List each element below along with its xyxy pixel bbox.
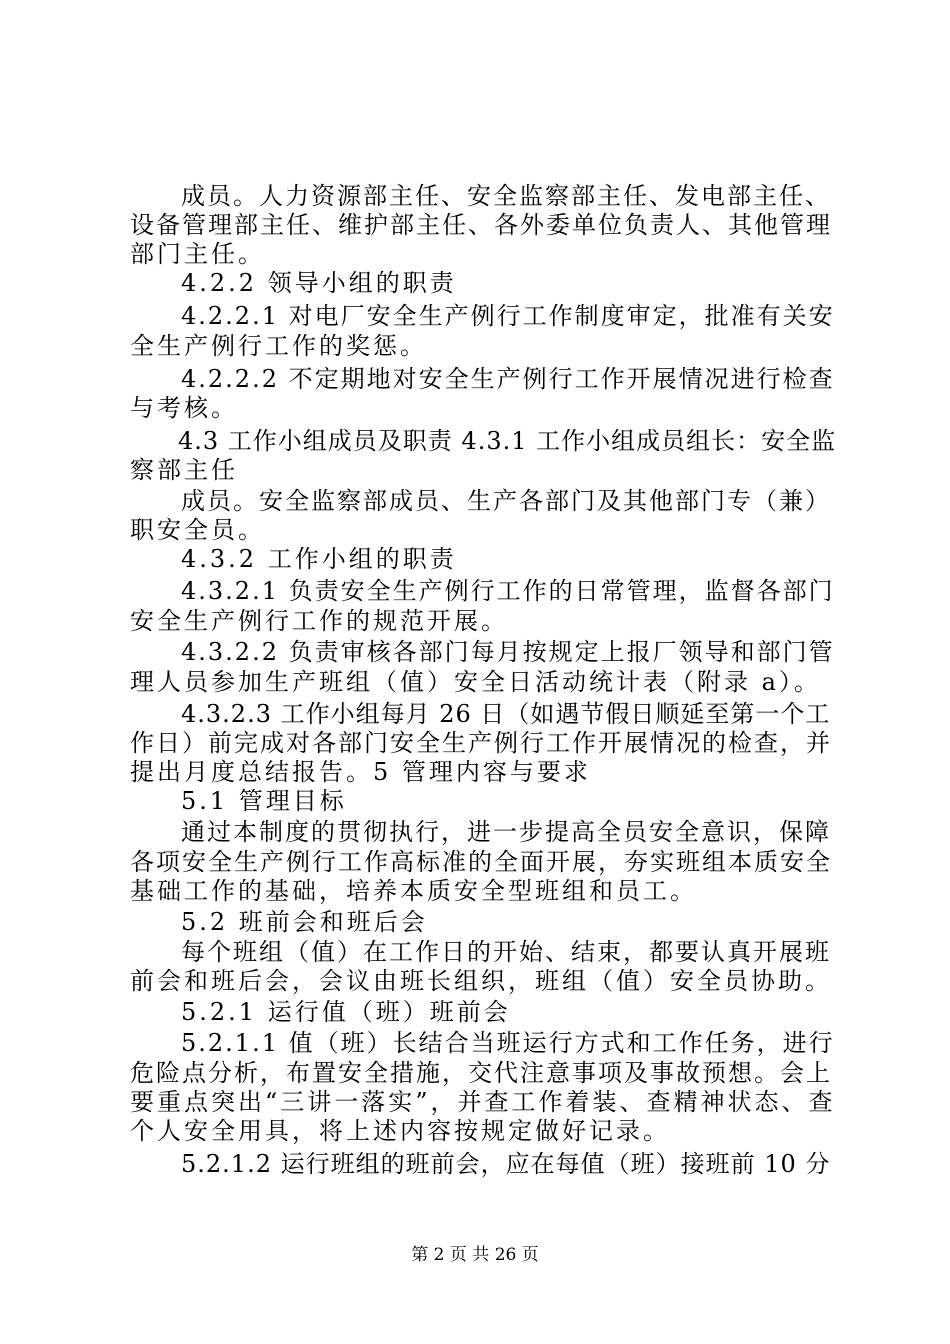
text-line: 4.3.2.2 负责审核各部门每月按规定上报厂领导和部门管 <box>181 638 835 666</box>
text-line: 4.2.2.1 对电厂安全生产例行工作制度审定，批准有关安 <box>181 302 835 330</box>
text-line: 理人员参加生产班组（值）安全日活动统计表（附录 a）。 <box>130 668 821 696</box>
section-heading: 5.2.1 运行值（班）班前会 <box>181 998 511 1026</box>
text-line: 4.3.2.3 工作小组每月 26 日（如遇节假日顺延至第一个工 <box>181 700 831 728</box>
text-line: 各项安全生产例行工作高标准的全面开展，夯实班组本质安全 <box>130 848 832 876</box>
text-line: 4.2.2.2 不定期地对安全生产例行工作开展情况进行检查 <box>181 365 835 393</box>
text-line: 要重点突出“三讲一落实”，并查工作着装、查精神状态、查 <box>130 1088 836 1116</box>
text-line: 成员。人力资源部主任、安全监察部主任、发电部主任、 <box>181 182 831 210</box>
text-line: 与考核。 <box>130 394 238 422</box>
text-line: 4.3.2.1 负责安全生产例行工作的日常管理，监督各部门 <box>181 577 835 605</box>
text-line: 作日）前完成对各部门安全生产例行工作开展情况的检查，并 <box>130 729 832 757</box>
page-number-footer: 第 2 页 共 26 页 <box>411 1245 539 1265</box>
text-line: 安全生产例行工作的规范开展。 <box>130 607 508 635</box>
text-line: 5.2.1.1 值（班）长结合当班运行方式和工作任务，进行 <box>181 1029 835 1057</box>
section-heading: 4.3.2 工作小组的职责 <box>181 545 457 573</box>
text-line: 察部主任 <box>130 456 238 484</box>
text-line: 职安全员。 <box>130 516 265 544</box>
text-line: 成员。安全监察部成员、生产各部门及其他部门专（兼） <box>181 487 831 515</box>
section-heading: 4.2.2 领导小组的职责 <box>181 269 457 297</box>
text-line: 每个班组（值）在工作日的开始、结束，都要认真开展班 <box>181 938 831 966</box>
text-line: 设备管理部主任、维护部主任、各外委单位负责人、其他管理 <box>130 211 832 239</box>
text-line: 基础工作的基础，培养本质安全型班组和员工。 <box>130 877 697 905</box>
section-heading: 5.1 管理目标 <box>181 787 347 815</box>
text-line: 危险点分析，布置安全措施，交代注意事项及事故预想。会上 <box>130 1059 832 1087</box>
section-heading: 5.2 班前会和班后会 <box>181 908 428 936</box>
text-line: 个人安全用具，将上述内容按规定做好记录。 <box>130 1117 670 1145</box>
text-line: 全生产例行工作的奖惩。 <box>130 332 427 360</box>
section-heading: 4.3 工作小组成员及职责 4.3.1 工作小组成员组长：安全监 <box>178 427 837 455</box>
text-line: 5.2.1.2 运行班组的班前会，应在每值（班）接班前 10 分 <box>181 1150 831 1178</box>
text-line: 前会和班后会，会议由班长组织，班组（值）安全员协助。 <box>130 967 832 995</box>
text-line: 提出月度总结报告。5 管理内容与要求 <box>130 758 591 786</box>
text-line: 通过本制度的贯彻执行，进一步提高全员安全意识，保障 <box>181 818 831 846</box>
text-line: 部门主任。 <box>130 240 265 268</box>
